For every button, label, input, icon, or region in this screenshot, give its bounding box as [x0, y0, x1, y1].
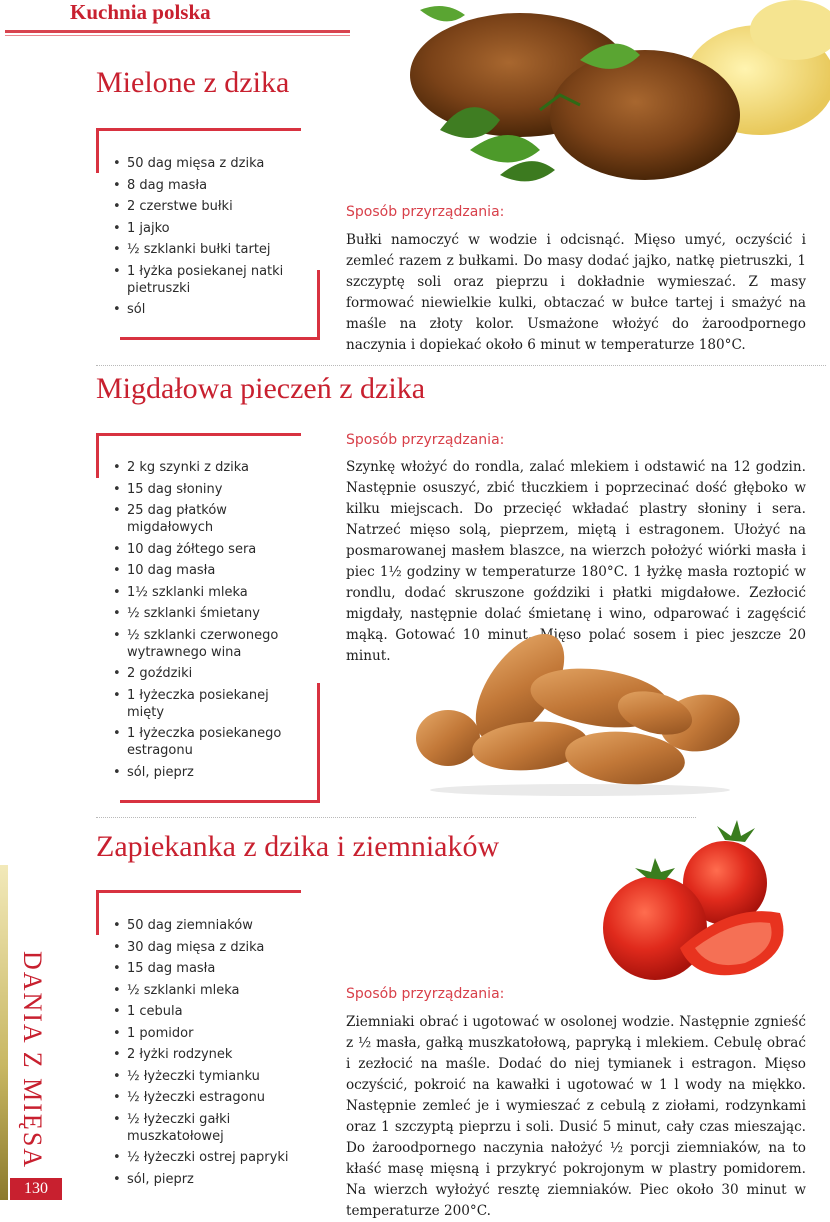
list-item: • ½ szklanki bułki tartej	[113, 241, 293, 258]
list-item: • 10 dag masła	[113, 562, 293, 579]
list-item: • 30 dag mięsa z dzika	[113, 939, 298, 956]
list-item: • 50 dag ziemniaków	[113, 917, 298, 934]
list-item: • 15 dag masła	[113, 960, 298, 977]
side-chapter-title	[8, 945, 56, 1175]
list-item: • 2 kg szynki z dzika	[113, 459, 293, 476]
side-chapter-title-text: DANIA Z MIĘSA	[18, 950, 47, 1170]
section-label: Kuchnia polska	[70, 0, 211, 24]
list-item: • 10 dag żółtego sera	[113, 541, 293, 558]
page-number: 130	[10, 1178, 62, 1200]
prep-label-1: Sposób przyrządzania:	[346, 204, 505, 220]
header-rule	[5, 30, 350, 33]
list-item: • 15 dag słoniny	[113, 481, 293, 498]
recipe-title-migdalowa: Migdałowa pieczeń z dzika	[96, 372, 426, 405]
prep-text-3: Ziemniaki obrać i ugotować w osolonej wodzie. Następnie zgnieść z ½ masła, gałką muszkatołową, papryką i mlekiem. Cebulę obrać i zezłocić na maśle. Dodać do niej tymianek i estragon. Mięso oczyścić, pokroić na kawałki i ugotować w 1 l wody na miękko. Następnie zemleć je i wymieszać z cebulą z ziołami, rodzynkami oraz 1 szczyptą pieprzu i soli. Dusić 5 minut, cały czas mieszając. Do żaroodpornego naczynia nałożyć ½ porcji ziemniaków, na to kłaść masę mięsną i przykryć pokrojonym w plastry pomidorem. Na wierzch wyłożyć resztę ziemniaków. Piec około 30 minut w temperaturze 200°C.	[346, 1014, 806, 1219]
list-item: • 1 łyżka posiekanej natki pietruszki	[113, 263, 293, 297]
meat-patties-photo	[400, 0, 830, 190]
tomato-front	[603, 876, 707, 980]
list-item: • 1 pomidor	[113, 1025, 298, 1042]
tomatoes-photo	[585, 818, 810, 988]
list-item: • 1 łyżeczka posiekanego estragonu	[113, 725, 293, 759]
prep-label-2: Sposób przyrządzania:	[346, 432, 505, 448]
header-rule-thin	[5, 35, 350, 36]
list-item: • ½ łyżeczki gałki muszkatołowej	[113, 1111, 298, 1145]
prep-label-3: Sposób przyrządzania:	[346, 986, 505, 1002]
divider-1	[96, 365, 826, 366]
list-item: • 1 jajko	[113, 220, 293, 237]
list-item: • sól, pieprz	[113, 764, 293, 781]
list-item: • ½ łyżeczki tymianku	[113, 1068, 298, 1085]
list-item: • 25 dag płatków migdałowych	[113, 502, 293, 536]
ingredients-list-1	[113, 155, 293, 323]
recipe-title-mielone: Mielone z dzika	[96, 66, 290, 99]
recipe-title-zapiekanka: Zapiekanka z dzika i ziemniaków	[96, 830, 500, 863]
list-item: • 50 dag mięsa z dzika	[113, 155, 293, 172]
list-item: • 1 łyżeczka posiekanej mięty	[113, 687, 293, 721]
ingredients-list-2	[113, 459, 293, 785]
patty-right	[550, 50, 740, 180]
list-item: • ½ szklanki czerwonego wytrawnego wina	[113, 627, 293, 661]
list-item: • 2 goździki	[113, 665, 293, 682]
list-item: • 2 czerstwe bułki	[113, 198, 293, 215]
list-item: • ½ łyżeczki ostrej papryki	[113, 1149, 298, 1166]
almond	[416, 710, 480, 766]
prep-text-1: Bułki namoczyć w wodzie i odcisnąć. Mięso umyć, oczyścić i zemleć razem z bułkami. Do masy dodać jajko, natkę pietruszki, 1 szczyptę soli oraz pieprzu i dokładnie wymieszać. Z masy formować niewielkie kulki, obtaczać w bułce tartej i smażyć na maśle na złoty kolor. Usmażone włożyć do żaroodpornego naczynia i dopiekać około 6 minut w temperaturze 180°C.	[346, 232, 806, 353]
list-item: • sól, pieprz	[113, 1171, 298, 1188]
list-item: • ½ łyżeczki estragonu	[113, 1089, 298, 1106]
list-item: • 1 cebula	[113, 1003, 298, 1020]
side-photo-strip	[0, 865, 8, 1200]
list-item: • ½ szklanki śmietany	[113, 605, 293, 622]
prep-text-2: Szynkę włożyć do rondla, zalać mlekiem i odstawić na 12 godzin. Następnie osuszyć, zbić tłuczkiem i poprzecinać dość głęboko w kilku miejscach. Do przecięć wkładać plastry słoniny i sera. Natrzeć mięso solą, pieprzem, miętą i estragonem. Ułożyć na posmarowanej masłem blaszce, na wierzch położyć wiórki masła i piec 1½ godziny w temperaturze 180°C. 1 łyżkę masła roztopić w rondlu, dodać skruszone goździki i płatki migdałowe. Zezłocić migdały, następnie dolać śmietanę i wino, odparować i zagęścić mąką. Gotować 10 minut. Mięso polać sosem i piec jeszcze 20 minut.	[346, 459, 806, 664]
list-item: • sól	[113, 301, 293, 318]
list-item: • ½ szklanki mleka	[113, 982, 298, 999]
list-item: • 1½ szklanki mleka	[113, 584, 293, 601]
list-item: • 8 dag masła	[113, 177, 293, 194]
list-item: • 2 łyżki rodzynek	[113, 1046, 298, 1063]
almonds-photo	[410, 618, 750, 798]
ingredients-list-3	[113, 917, 298, 1192]
